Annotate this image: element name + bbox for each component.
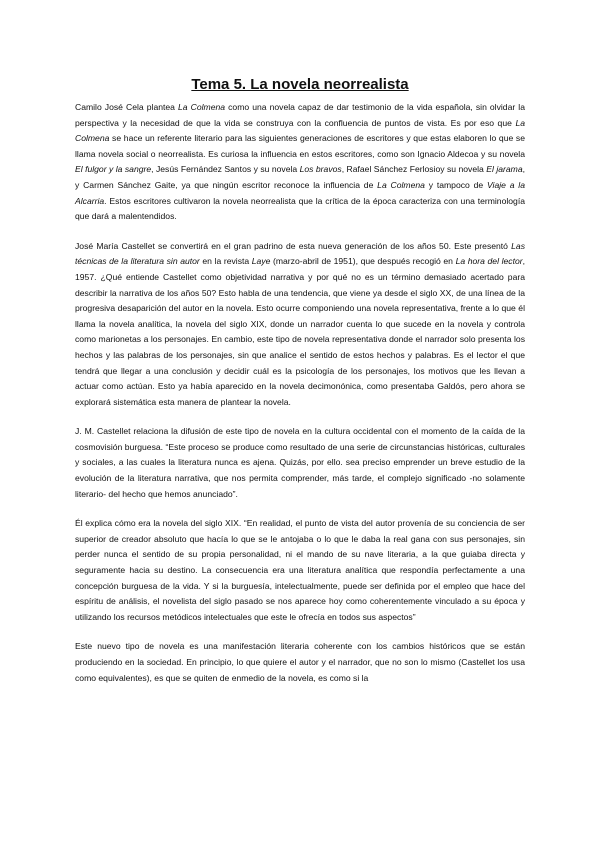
- italic-title-reference: El jarama: [486, 164, 523, 175]
- paragraph: [75, 100, 525, 225]
- text-segment: , Rafael Sánchez Ferlosioy su novela: [341, 164, 487, 175]
- paragraph: [75, 516, 525, 625]
- paragraph: [75, 424, 525, 502]
- italic-title-reference: La Colmena: [178, 102, 226, 112]
- text-segment: (marzo-abril de 1951), que después recogió en: [270, 256, 456, 267]
- text-segment: en la revista: [199, 256, 252, 267]
- italic-title-reference: La hora del lector: [455, 256, 523, 267]
- text-segment: . Estos escritores cultivaron la novela neorrealista que la crítica de la época caracteriza con una terminología que dará a malentendidos.: [75, 195, 525, 222]
- text-segment: José María Castellet se convertirá en el gran padrino de esta nueva generación de los años 50. Este presentó: [75, 240, 512, 251]
- text-segment: , 1957. ¿Qué entiende Castellet como objetividad narrativa y por qué no es un término demasiado acertado para describir la narrativa de los años 50? Esto habla de una tendencia, que viene ya desde el siglo XX, de una línea de la progresiva desaparición del autor en la novela. Esto ocurre componiendo una novela representativa, frente a lo que él llama la novela analítica, la novela del siglo XIX, donde un narrador cuenta lo que sucede en la novela y controla como marionetas a los personajes. En cambio, este tipo de novela representativa donde el narrador solo presenta los hechos y las palabras de los personajes, sin que analice el sentido de estos hechos y palabras. Es el lector el que tendrá que llegar a una conclusión y decidir cuál es la psicología de los personajes, los motivos que les llevan a actuar como actúan. Esto ya había aparecido en la novela decimonónica, como presentaba Galdós, pero ahora se explorará sistemática esta manera de plantear la novela.: [75, 256, 525, 407]
- italic-title-reference: Laye: [251, 256, 271, 267]
- text-segment: , y Carmen Sánchez Gaite, ya que ningún escritor reconoce la influencia de: [75, 164, 526, 190]
- italic-title-reference: La Colmena: [75, 117, 525, 144]
- italic-title-reference: Viaje a la Alcarria: [75, 179, 525, 206]
- document-body: [75, 100, 525, 686]
- italic-title-reference: Los bravos: [299, 164, 342, 175]
- italic-title-reference: El fulgor y la sangre: [75, 164, 152, 175]
- text-segment: como una novela capaz de dar testimonio de la vida española, sin olvidar la perspectiva y la necesidad de que la vida se construya con la confluencia de puntos de vista. Es por eso que: [75, 102, 525, 128]
- text-segment: J. M. Castellet relaciona la difusión de este tipo de novela en la cultura occidental con el momento de la caída de la cosmovisión burguesa. “Este proceso se produce como resultado de una serie de circunstancias históricas, culturales y sociales, a las cuales la literatura nunca es ajena. Quizás, por ello. sea preciso emprender un breve estudio de la evolución de la literatura narrativa, que nos permita comprender, más tarde, el complejo significado -no solamente literario- del hecho que hemos anunciado”.: [75, 426, 525, 499]
- italic-title-reference: Las técnicas de la literatura sin autor: [75, 240, 525, 267]
- italic-title-reference: La Colmena: [377, 179, 425, 190]
- text-segment: , Jesús Fernández Santos y su novela: [151, 164, 300, 175]
- paragraph: [75, 239, 525, 411]
- text-segment: se hace un referente literario para las siguientes generaciones de escritores y que estas elaboren lo que se llama novela social o neorrealista. Es curiosa la influencia en estos escritores, como son Ignacio Aldecoa y su novela: [75, 133, 525, 159]
- text-segment: Camilo José Cela plantea: [75, 102, 179, 112]
- text-segment: Él explica cómo era la novela del siglo XIX. “En realidad, el punto de vista del autor provenía de su conciencia de ser superior de creador absoluto que hacía lo que se le antojaba o lo que le daba la real gana con sus personajes, sin perder nunca el sentido de su propia personalidad, ni el mando de su nave literaria, a la que guiaba directa y seguramente hacia su destino. La consecuencia era una literatura analítica que respondía perfectamente a una concepción burguesa de la vida. Y si la burguesía, intelectualmente, puede ser definida por el empleo que hace del espíritu de análisis, el novelista del siglo pasado se nos aparece hoy como coherentemente vinculado a su época y utilizando los recursos metódicos intelectuales que este le ofrecía en todos sus aspectos”: [75, 518, 525, 622]
- text-segment: y tampoco de: [424, 179, 487, 190]
- page-title: Tema 5. La novela neorrealista: [191, 76, 409, 93]
- paragraph: [75, 639, 525, 686]
- text-segment: Este nuevo tipo de novela es una manifestación literaria coherente con los cambios históricos que se están produciendo en la sociedad. En principio, lo que quiere el autor y el narrador, que no son lo mismo (Castellet los usa como equivalentes), es que se quiten de enmedio de la novela, es como si la: [75, 641, 525, 683]
